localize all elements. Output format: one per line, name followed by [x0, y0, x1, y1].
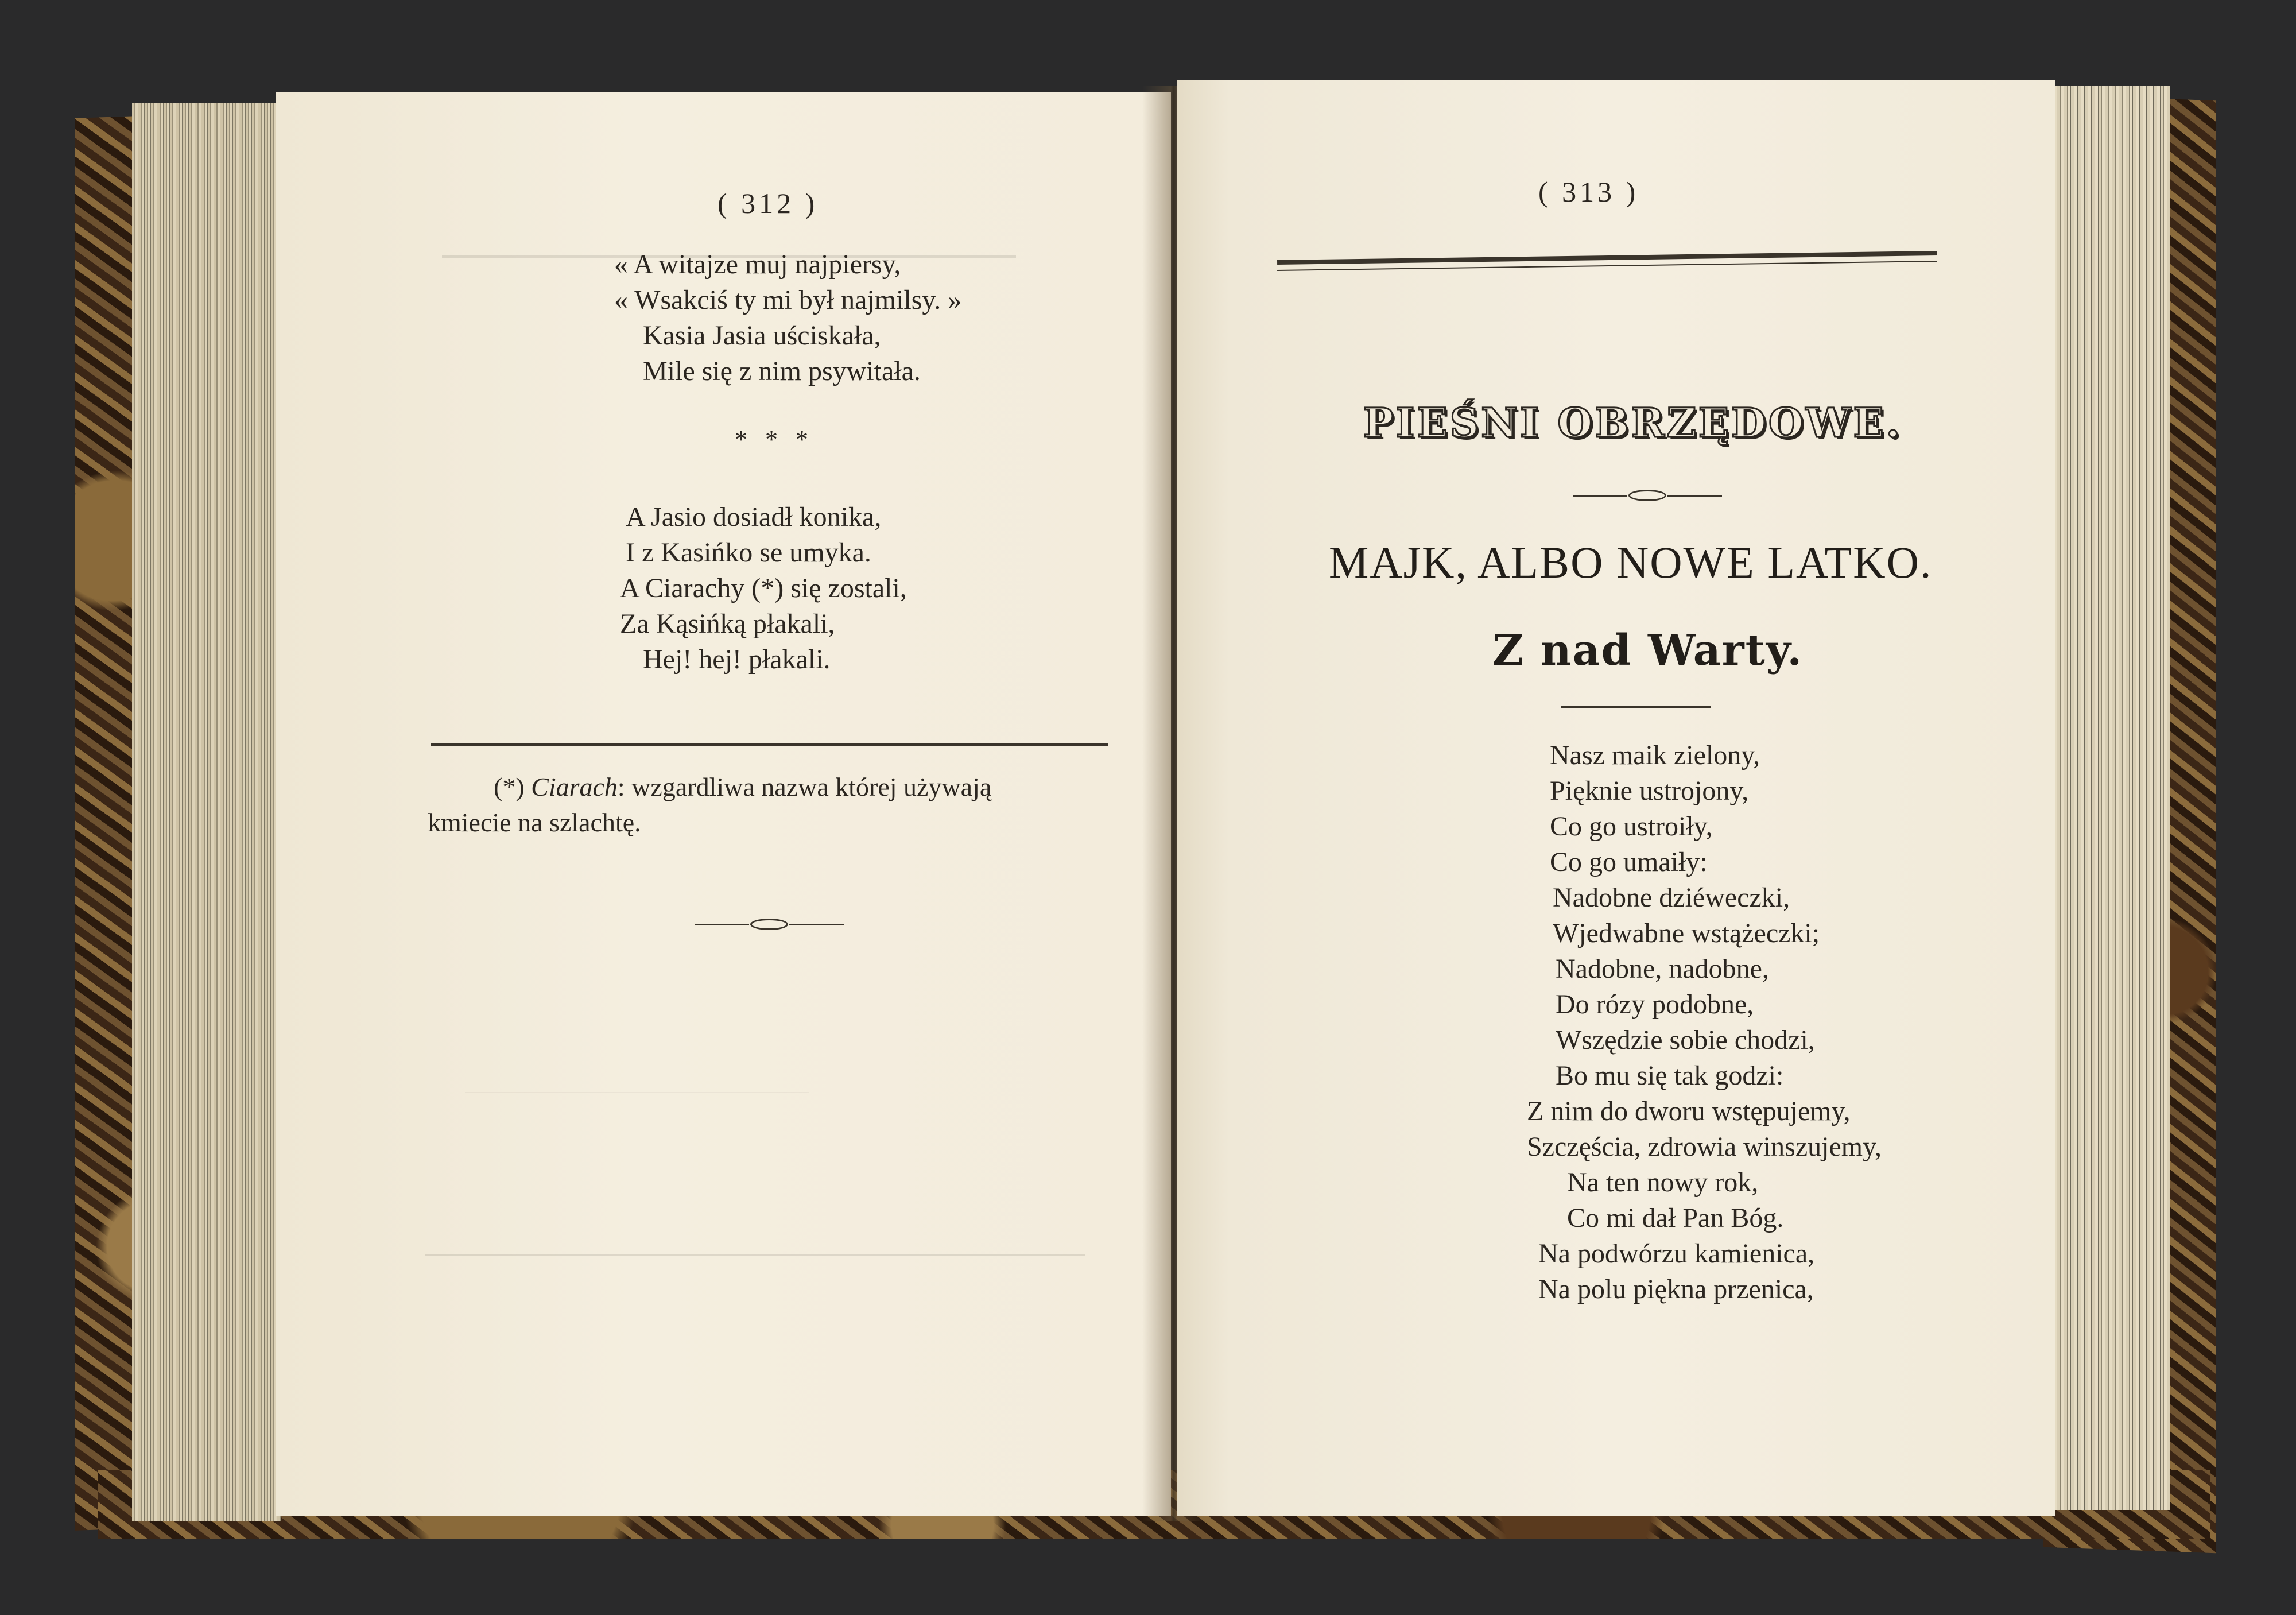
footnote [494, 769, 991, 805]
left-page-edges [132, 103, 281, 1521]
verse-line: A Jasio dosiadł konika, [626, 502, 882, 532]
verse-line: Wjedwabne wstążeczki; [1553, 918, 1820, 948]
verse-line: Co go umaiły: [1550, 847, 1708, 877]
page-number-left: ( 312 ) [718, 187, 819, 219]
verse-line: Kasia Jasia uściskała, [643, 320, 881, 351]
show-through [465, 1056, 809, 1093]
left-page [276, 92, 1171, 1516]
ornament-left [695, 919, 844, 930]
right-page [1177, 80, 2055, 1516]
verse-line: Na podwórzu kamienica, [1538, 1238, 1815, 1269]
verse-line: Wszędzie sobie chodzi, [1556, 1025, 1815, 1055]
verse-line: Mile się z nim psywitała. [643, 356, 921, 386]
page-number-right: ( 313 ) [1538, 176, 1639, 208]
verse-block-1 [614, 247, 961, 389]
right-page-edges [2043, 86, 2170, 1510]
footnote-marker: (*) [494, 772, 525, 801]
verse-line: Na polu piękna przenica, [1538, 1274, 1814, 1304]
verse-block-2 [620, 499, 907, 677]
verse-line: « A witajze muj najpiersy, [614, 249, 901, 280]
song-title: MAJK, ALBO NOWE LATKO. [1329, 537, 1933, 587]
footnote-text: : wzgardliwa nazwa której używają [617, 772, 992, 801]
verse-line: A Ciarachy (*) się zostali, [620, 573, 907, 603]
section-heading: PIEŚNI OBRZĘDOWE. [1363, 399, 1903, 447]
verse-line: « Wsakciś ty mi był najmilsy. » [614, 285, 962, 315]
song-verse [1492, 738, 1882, 1307]
footnote-line-2: kmiecie na szlachtę. [428, 808, 641, 837]
verse-line: Z nim do dworu wstępujemy, [1527, 1096, 1851, 1126]
verse-line: Nadobne dziéweczki, [1553, 882, 1790, 913]
ornament-right [1573, 490, 1722, 501]
verse-line: Bo mu się tak godzi: [1556, 1060, 1784, 1091]
asterism: * * * [735, 425, 814, 454]
verse-line: Za Kąsińką płakali, [620, 609, 835, 639]
song-origin: Z nad Warty. [1492, 626, 1804, 675]
verse-line: Nasz maik zielony, [1550, 740, 1760, 770]
verse-line: Pięknie ustrojony, [1550, 776, 1749, 806]
verse-line: Szczęścia, zdrowia winszujemy, [1527, 1132, 1882, 1162]
bleed-rule-bottom [425, 1254, 1085, 1256]
footnote-rule [430, 743, 1108, 746]
verse-line: I z Kasińko se umyka. [626, 537, 871, 568]
title-rule [1561, 706, 1711, 708]
verse-line: Na ten nowy rok, [1567, 1167, 1759, 1198]
verse-line: Co mi dał Pan Bóg. [1567, 1203, 1784, 1233]
verse-line: Co go ustroiły, [1550, 811, 1713, 842]
footnote-term: Ciarach [531, 772, 618, 801]
verse-line: Hej! hej! płakali. [643, 644, 831, 675]
verse-line: Nadobne, nadobne, [1556, 954, 1769, 984]
verse-line: Do rózy podobne, [1556, 989, 1754, 1020]
